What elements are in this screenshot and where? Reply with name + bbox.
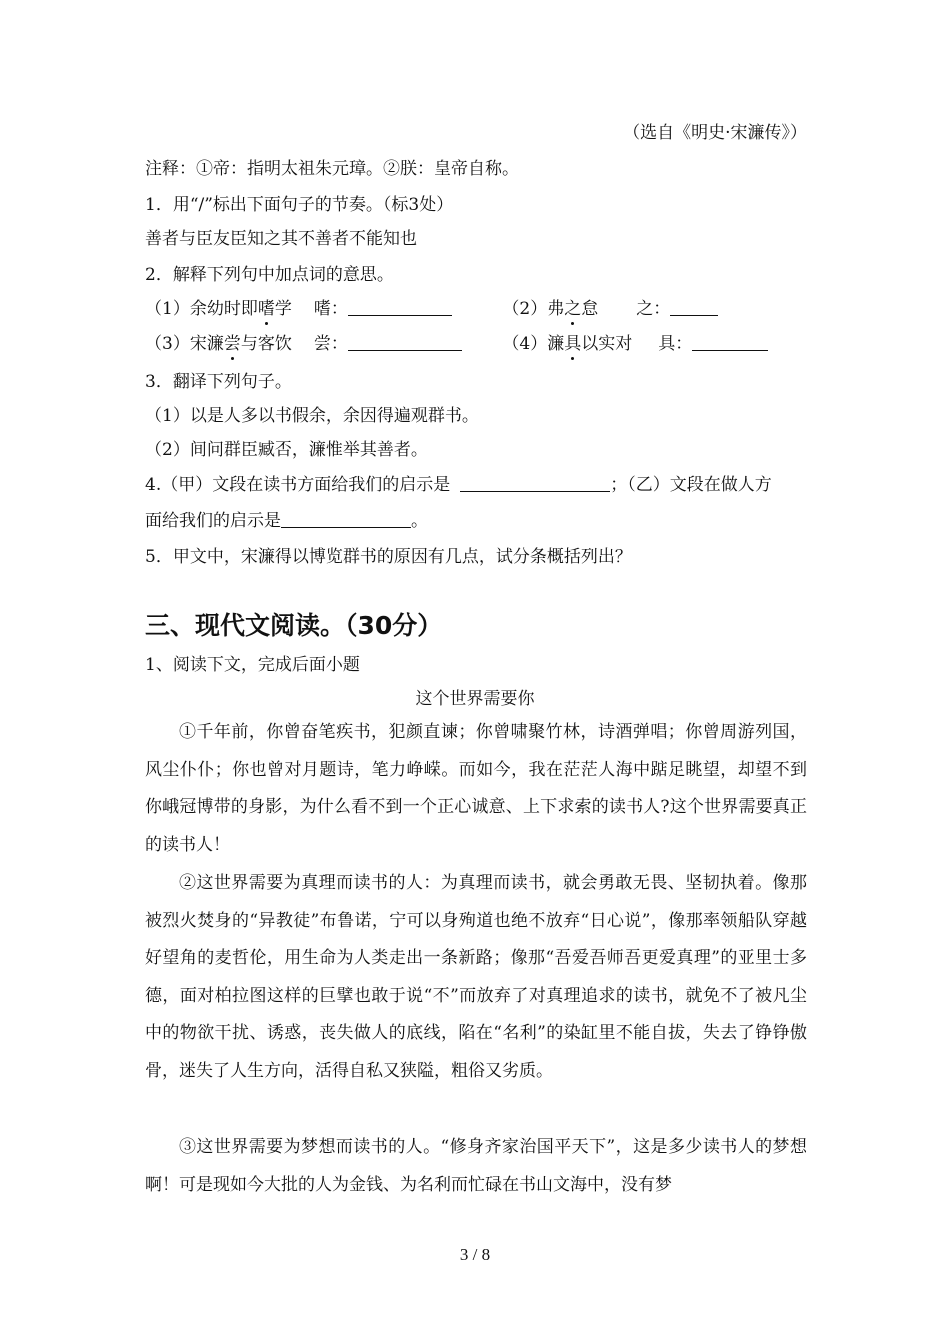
question-2-prompt: 2．解释下列句中加点词的意思。 — [145, 265, 394, 285]
article-paragraph-2: ②这世界需要为真理而读书的人：为真理而读书，就会勇敢无畏、坚韧执着。像那被烈火焚身的“异教徒”布鲁诺，宁可以身殉道也绝不放弃“日心说”，像那率领船队穿越好望角的麦哲伦，用生命为人类走出一条新路；像那“吾爱吾师吾更爱真理”的亚里士多德，面对柏拉图这样的巨擘也敢于说“不”而放弃了对真理追求的读书，就免不了被凡尘中的物欲干扰、诱惑，丧失做人的底线，陷在“名利”的染缸里不能自拔，失去了铮铮傲骨，迷失了人生方向，活得自私又狭隘，粗俗又劣质。 — [145, 873, 807, 1081]
question-5-prompt: 5．甲文中，宋濂得以博览群书的原因有几点，试分条概括列出？ — [145, 547, 632, 567]
article-title: 这个世界需要你 — [415, 689, 535, 709]
question-4-line-2: 面给我们的启示是 。 — [145, 511, 428, 531]
annotation-note: 注释：①帝：指明太祖朱元璋。②朕：皇帝自称。 — [145, 159, 519, 179]
question-2-item-3: （3）宋濂尝与客饮 尝： — [145, 333, 497, 355]
dotted-character: 具 — [564, 334, 582, 354]
section-heading: 三、现代文阅读。（30分） — [145, 611, 443, 640]
question-3-prompt: 3．翻译下列句子。 — [145, 372, 292, 392]
article-paragraph-1: ①千年前，你曾奋笔疾书，犯颜直谏；你曾啸聚竹林，诗酒弹唱；你曾周游列国，风尘仆仆；你也曾对月题诗，笔力峥嵘。而如今，我在茫茫人海中踮足眺望，却望不到你峨冠博带的身影，为什么看不到一个正心诚意、上下求索的读书人?这个世界需要真正的读书人！ — [145, 722, 807, 855]
question-2-item-1: （1）余幼时即嗜学 嗜： — [145, 298, 497, 320]
answer-blank[interactable] — [281, 511, 411, 528]
answer-blank[interactable] — [348, 299, 452, 316]
answer-blank[interactable] — [348, 334, 462, 351]
page-number: 3 / 8 — [459, 1245, 491, 1264]
source-citation: （选自《明史·宋濂传》） — [623, 123, 807, 143]
question-1-prompt: 1．用“/”标出下面句子的节奏。（标3处） — [145, 195, 454, 215]
question-2-row-2 — [145, 333, 768, 355]
question-2-item-2: （2）弗之怠 之： — [502, 298, 718, 320]
answer-blank[interactable] — [692, 334, 768, 351]
reading-instruction: 1、阅读下文，完成后面小题 — [145, 655, 360, 675]
question-3-item-1: （1）以是人多以书假余，余因得遍观群书。 — [145, 406, 479, 426]
question-1-sentence: 善者与臣友臣知之其不善者不能知也 — [145, 229, 417, 249]
question-3-item-2: （2）间问群臣臧否，濂惟举其善者。 — [145, 440, 428, 460]
dotted-character: 之 — [564, 299, 582, 319]
article-paragraph-3: ③这世界需要为梦想而读书的人。“修身齐家治国平天下”，这是多少读书人的梦想啊！可是现如今大批的人为金钱、为名利而忙碌在书山文海中，没有梦 — [145, 1137, 807, 1195]
question-2-row-1 — [145, 298, 718, 320]
answer-blank[interactable] — [460, 475, 610, 492]
question-4-line-1: 4.（甲）文段在读书方面给我们的启示是 ；（乙）文段在做人方 — [145, 475, 772, 495]
dotted-character: 尝 — [223, 334, 241, 354]
dotted-character: 嗜 — [257, 299, 275, 319]
question-2-item-4: （4）濂具以实对 具： — [502, 333, 768, 355]
answer-blank[interactable] — [670, 299, 718, 316]
